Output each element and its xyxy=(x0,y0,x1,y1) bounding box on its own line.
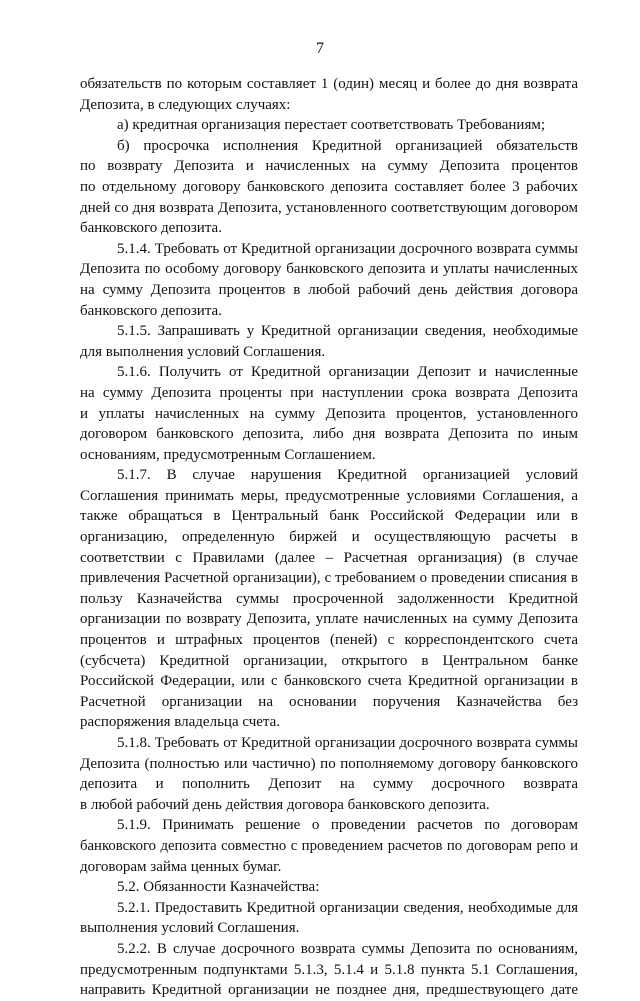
text-line: обязательств по которым составляет 1 (один) месяц и более до дня возврата xyxy=(80,76,578,92)
text-line: б) просрочка исполнения Кредитной организацией обязательств xyxy=(117,137,578,154)
text-line: выполнения условий Соглашения. xyxy=(80,920,300,937)
text-line: банковского депозита. xyxy=(80,220,222,237)
text-line: Российской Федерации, или с банковского счета Кредитной организации в xyxy=(80,673,578,690)
text-line: 5.1.8. Требовать от Кредитной организации досрочного возврата суммы xyxy=(117,735,578,751)
text-line: организацию, определенную биржей и осуществляющую расчеты в xyxy=(80,529,578,546)
text-line: также обращаться в Центральный банк Российской Федерации или в xyxy=(80,508,578,525)
text-line: предусмотренным подпунктами 5.1.3, 5.1.4 и 5.1.8 пункта 5.1 Соглашения, xyxy=(80,961,578,978)
text-line: Соглашения принимать меры, предусмотренные условиями Соглашения, а xyxy=(80,487,578,504)
text-line: (субсчета) Кредитной организации, открытого в Центральном банке xyxy=(80,652,578,669)
text-line: на сумму Депозита процентов в любой рабочий день действия договора xyxy=(80,281,578,298)
text-line: Депозита по особому договору банковского депозита и уплаты начисленных xyxy=(80,261,578,278)
text-line: банковского депозита. xyxy=(80,302,222,319)
text-line: для выполнения условий Соглашения. xyxy=(80,343,326,360)
text-line: Депозита (полностью или частично) по пополняемому договору банковского xyxy=(80,755,578,772)
text-line: в любой рабочий день действия договора банковского депозита. xyxy=(80,796,490,813)
text-line: договором банковского депозита, либо дня возврата Депозита по иным xyxy=(80,426,578,443)
text-line: депозита и пополнить Депозит на сумму досрочного возврата xyxy=(80,776,578,793)
text-line: дней со дня возврата Депозита, установленного соответствующим договором xyxy=(80,199,578,216)
text-line: соответствии с Правилами (далее – Расчетная организация) (в случае xyxy=(80,549,578,566)
text-line: Расчетной организации на основании поручения Казначейства без xyxy=(80,693,578,710)
text-line: и уплаты начисленных на сумму Депозита процентов, установленного xyxy=(80,405,578,422)
text-line: 5.1.9. Принимать решение о проведении расчетов по договорам xyxy=(117,817,578,834)
text-line: 5.1.4. Требовать от Кредитной организации досрочного возврата суммы xyxy=(117,240,578,257)
text-line: 5.2.1. Предоставить Кредитной организации сведения, необходимые для xyxy=(117,899,578,916)
text-line: банковского депозита совместно с проведением расчетов по договорам репо и xyxy=(80,837,578,854)
text-line: привлечения Расчетной организации), с требованием о проведении списания в xyxy=(80,570,578,587)
document-body xyxy=(80,74,578,1001)
text-line: 5.1.6. Получить от Кредитной организации Депозит и начисленные xyxy=(117,364,578,381)
text-line: по отдельному договору банковского депозита составляет более 3 рабочих xyxy=(80,178,578,195)
text-line: основаниям, предусмотренным Соглашением. xyxy=(80,446,376,463)
text-line: 5.2.2. В случае досрочного возврата суммы Депозита по основаниям, xyxy=(117,940,578,957)
text-line: 5.2. Обязанности Казначейства: xyxy=(117,879,320,896)
text-line: 5.1.7. В случае нарушения Кредитной организацией условий xyxy=(117,467,578,484)
text-line: организации по возврату Депозита, уплате начисленных на сумму Депозита xyxy=(80,611,578,628)
text-line: 5.1.5. Запрашивать у Кредитной организации сведения, необходимые xyxy=(117,323,578,340)
text-line: на сумму Депозита проценты при наступлении срока возврата Депозита xyxy=(80,384,578,401)
text-line: пользу Казначейства суммы просроченной задолженности Кредитной xyxy=(80,590,578,607)
text-line: направить Кредитной организации не позднее дня, предшествующего дате xyxy=(80,982,578,999)
text-line: договорам займа ценных бумаг. xyxy=(80,858,282,875)
text-line: процентов и штрафных процентов (пеней) с корреспондентского счета xyxy=(80,632,578,649)
text-line: а) кредитная организация перестает соответствовать Требованиям; xyxy=(117,117,546,134)
text-line: Депозита, в следующих случаях: xyxy=(80,96,291,113)
text-line: по возврату Депозита и начисленных на сумму Депозита процентов xyxy=(80,158,578,175)
page-number: 7 xyxy=(316,40,324,57)
text-line: распоряжения владельца счета. xyxy=(80,714,281,731)
